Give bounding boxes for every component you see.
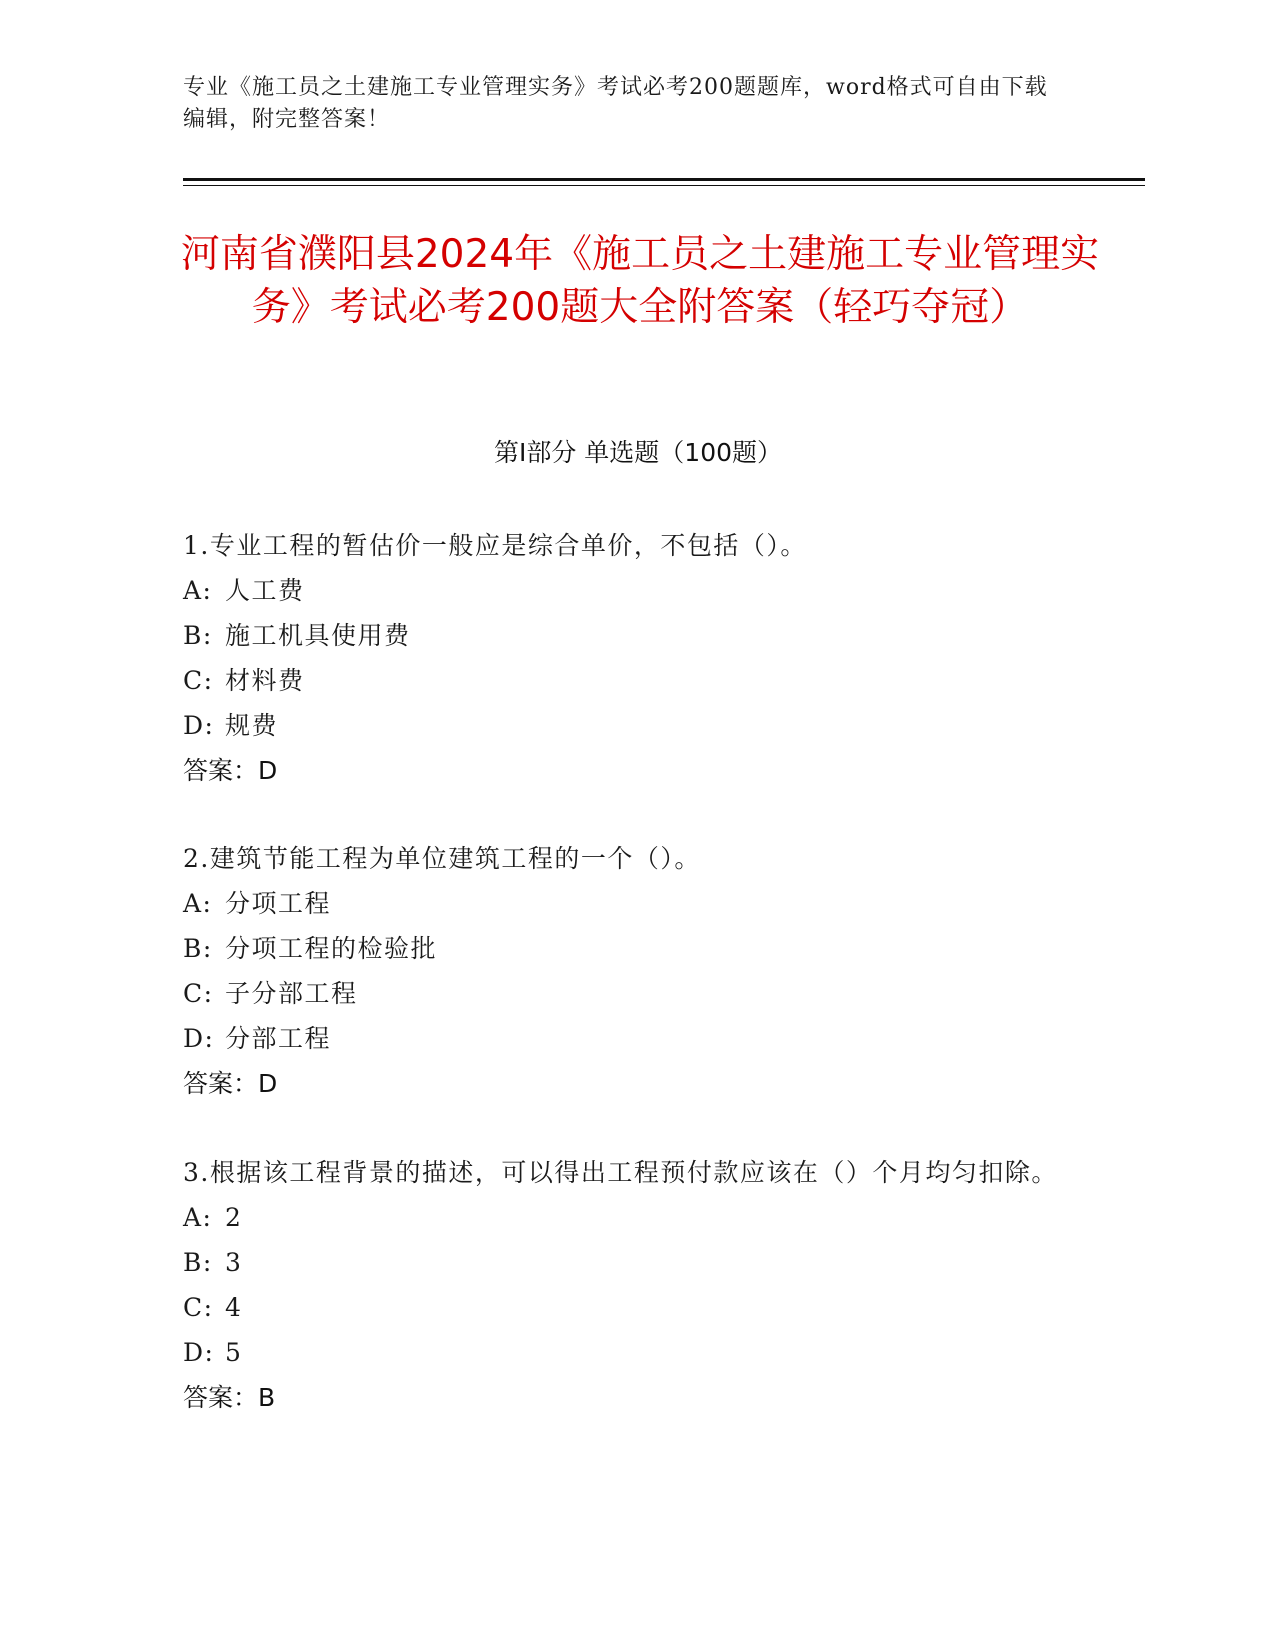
option-key: B: [183, 934, 213, 963]
option-c [183, 971, 1063, 1016]
section-heading: 第I部分 单选题（100题） [493, 438, 783, 467]
option-key: B: [183, 621, 213, 650]
answer: 答案：D [183, 1069, 278, 1098]
answer: 答案：D [183, 756, 278, 785]
option-c [183, 1285, 1063, 1330]
option-b [183, 613, 1063, 658]
question-stem: 1.专业工程的暂估价一般应是综合单价，不包括（）。 [183, 531, 807, 560]
option-d [183, 1330, 1063, 1375]
question-2 [183, 836, 1063, 1106]
option-a [183, 881, 1063, 926]
question-3 [183, 1150, 1063, 1420]
option-text: 人工费 [225, 576, 305, 605]
header-rule-thin [183, 185, 1145, 186]
option-text: 材料费 [225, 666, 305, 695]
question-stem: 2.建筑节能工程为单位建筑工程的一个（）。 [183, 844, 701, 873]
option-a [183, 1195, 1063, 1240]
option-key: C: [183, 1293, 214, 1322]
option-c [183, 658, 1063, 703]
option-text: 2 [225, 1203, 243, 1232]
option-d [183, 1016, 1063, 1061]
option-text: 施工机具使用费 [225, 621, 411, 650]
option-text: 4 [225, 1293, 243, 1322]
document-title: 河南省濮阳县2024年《施工员之土建施工专业管理实务》考试必考200题大全附答案（轻巧夺冠） [180, 232, 1100, 330]
option-text: 分项工程 [225, 889, 332, 918]
option-text: 5 [225, 1338, 243, 1367]
option-d [183, 703, 1063, 748]
option-text: 规费 [225, 711, 279, 740]
option-key: D: [183, 711, 215, 740]
option-key: C: [183, 979, 214, 1008]
option-key: A: [183, 576, 213, 605]
option-key: D: [183, 1338, 215, 1367]
option-key: A: [183, 889, 213, 918]
option-key: C: [183, 666, 214, 695]
option-text: 子分部工程 [225, 979, 358, 1008]
option-text: 分部工程 [225, 1024, 332, 1053]
question-stem: 3.根据该工程背景的描述，可以得出工程预付款应该在（）个月均匀扣除。 [183, 1158, 1058, 1187]
option-key: A: [183, 1203, 213, 1232]
header-rule-thick [183, 178, 1145, 181]
option-text: 分项工程的检验批 [225, 934, 438, 963]
option-b [183, 926, 1063, 971]
option-key: B: [183, 1248, 213, 1277]
answer: 答案：B [183, 1383, 276, 1412]
option-b [183, 1240, 1063, 1285]
option-text: 3 [225, 1248, 243, 1277]
option-a [183, 568, 1063, 613]
header-note: 专业《施工员之土建施工专业管理实务》考试必考200题题库，word格式可自由下载编辑，附完整答案！ [183, 75, 1048, 132]
option-key: D: [183, 1024, 215, 1053]
question-1 [183, 523, 1063, 793]
